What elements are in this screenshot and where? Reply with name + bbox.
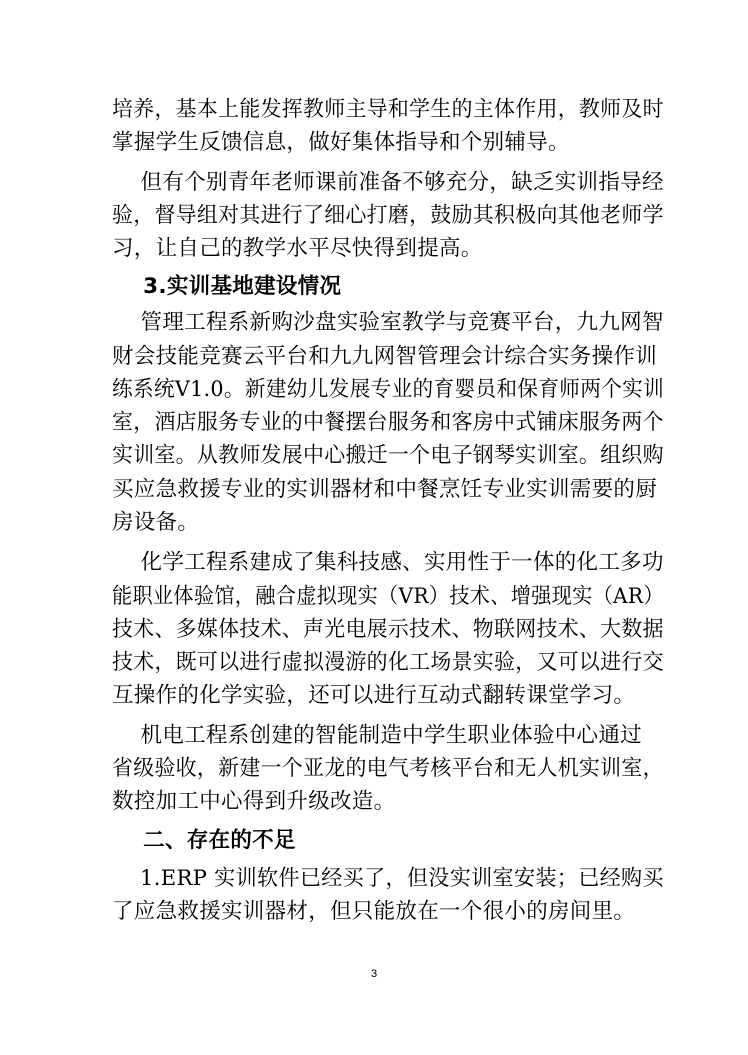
text-line: 了应急救援实训器材，但只能放在一个很小的房间里。 bbox=[112, 899, 636, 924]
text-line: 技术，既可以进行虚拟漫游的化工场景实验，又可以进行交 bbox=[112, 650, 664, 675]
section-heading: 二、存在的不足 bbox=[112, 828, 296, 853]
text-line: 验，督导组对其进行了细心打磨，鼓励其积极向其他老师学 bbox=[112, 203, 664, 228]
text-line: 掌握学生反馈信息，做好集体指导和个别辅导。 bbox=[112, 130, 570, 155]
text-line: 省级验收，新建一个亚龙的电气考核平台和无人机实训室， bbox=[112, 756, 664, 781]
page-number: 3 bbox=[370, 968, 378, 980]
text-line: 机电工程系创建的智能制造中学生职业体验中心通过 bbox=[112, 723, 642, 748]
text-line: 互操作的化学实验，还可以进行互动式翻转课堂学习。 bbox=[112, 683, 636, 708]
text-line: 练系统V1.0。新建幼儿发展专业的育婴员和保育师两个实训 bbox=[112, 377, 665, 402]
text-line: 财会技能竞赛云平台和九九网智管理会计综合实务操作训 bbox=[112, 344, 658, 369]
text-line: 习，让自己的教学水平尽快得到提高。 bbox=[112, 236, 483, 261]
section-heading: 3.实训基地建设情况 bbox=[112, 274, 342, 299]
text-line: 管理工程系新购沙盘实验室教学与竞赛平台，九九网智 bbox=[112, 310, 664, 335]
text-line: 技术、多媒体技术、声光电展示技术、物联网技术、大数据 bbox=[112, 617, 664, 642]
text-line: 房设备。 bbox=[112, 510, 200, 535]
text-line: 但有个别青年老师课前准备不够充分，缺乏实训指导经 bbox=[112, 170, 664, 195]
text-line: 培养，基本上能发挥教师主导和学生的主体作用，教师及时 bbox=[112, 97, 664, 122]
text-line: 实训室。从教师发展中心搬迁一个电子钢琴实训室。组织购 bbox=[112, 443, 664, 468]
text-line: 数控加工中心得到升级改造。 bbox=[112, 789, 396, 814]
text-line: 买应急救援专业的实训器材和中餐烹饪专业实训需要的厨 bbox=[112, 477, 658, 502]
text-line: 室，酒店服务专业的中餐摆台服务和客房中式铺床服务两个 bbox=[112, 410, 664, 435]
text-line: 能职业体验馆，融合虚拟现实（VR）技术、增强现实（AR） bbox=[112, 584, 664, 609]
text-line: 1.ERP 实训软件已经买了，但没实训室安装；已经购买 bbox=[112, 866, 664, 891]
text-line: 化学工程系建成了集科技感、实用性于一体的化工多功 bbox=[112, 550, 664, 575]
